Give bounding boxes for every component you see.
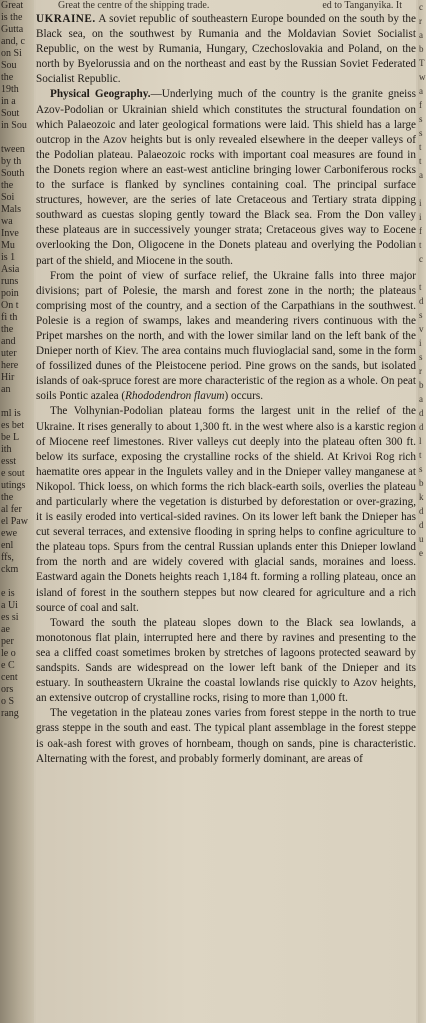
margin-fragment: b: [419, 44, 424, 54]
latin-name: Rhododendron flavum: [125, 390, 225, 403]
margin-fragment: rang: [1, 708, 19, 719]
paragraph-text: The vegetation in the plateau zones varies from forest steppe in the north to true grass steppe in the south and east. The typical plant assemblage in the forest steppe is oak-ash forest with groves of hornbeam, though on sands, pine is characteristic. Alternating with the forest, and probably formerly dominant, are areas of: [36, 707, 416, 765]
paragraph-text: The Volhynian-Podolian plateau forms the largest unit in the relief of the Ukraine. It rises generally to about 1,300 ft. in the west where also is a karstic region of Miocene reef limestones. River valleys cut deeply into the plateau often 300 ft. below its surface, exposing the crystalline rocks of the shield. At Krivoi Rog rich haematite ores appear in the Ingulets valley and in the Dnieper valley manganese at Nikopol. Thick loess, on which forms the rich black-earth soils, overlies the plateau and particularly where the vegetation is disturbed by deforestation or over-grazing, it is easily eroded into vertical-sided ravines. On its lower left bank the Dnieper has cut several terraces, and extensive flooding in spring helps to confine agriculture to the plateau tops. Spurs from the central Russian uplands enter this Dnieper lowland from the north and are widely covered with glacial sands, moraines and loess. Eastward again the Donets heights reach 1,184 ft. forming a rolling plateau, once an island of forest in the southern steppes but now cleared for agriculture and a rich source of coal and salt.: [36, 405, 416, 614]
next-page-margin: [418, 0, 426, 1023]
margin-fragment: is 1: [1, 252, 16, 263]
running-header-right: ed to Tanganyika. It: [322, 0, 402, 11]
margin-fragment: d: [419, 296, 424, 306]
margin-fragment: is the: [1, 12, 23, 23]
margin-fragment: es bet: [1, 420, 25, 431]
margin-fragment: uter: [1, 348, 17, 359]
margin-fragment: Sout: [1, 108, 20, 119]
margin-fragment: s: [419, 464, 423, 474]
margin-fragment: Gutta: [1, 24, 24, 35]
margin-fragment: el Paw: [1, 516, 28, 527]
margin-fragment: T: [419, 58, 425, 68]
margin-fragment: [418, 182, 426, 196]
running-header: [36, 0, 416, 12]
margin-fragment: wa: [1, 216, 13, 227]
margin-fragment: fi th: [1, 312, 18, 323]
margin-fragment: e C: [1, 660, 15, 671]
facing-page-margin: [0, 0, 34, 1023]
margin-fragment: the: [1, 72, 14, 83]
paragraph-physical-geography: [36, 87, 416, 268]
margin-fragment: be L: [1, 432, 20, 443]
margin-fragment: ffs,: [1, 552, 14, 563]
margin-fragment: in Sou: [1, 120, 27, 131]
margin-fragment: w: [419, 72, 426, 82]
margin-fragment: al fer: [1, 504, 22, 515]
margin-fragment: f: [419, 100, 422, 110]
margin-fragment: b: [419, 478, 424, 488]
margin-fragment: ewe: [1, 528, 18, 539]
margin-fragment: Inve: [1, 228, 19, 239]
margin-fragment: [0, 132, 34, 144]
margin-fragment: f: [419, 226, 422, 236]
margin-fragment: ml is: [1, 408, 21, 419]
margin-fragment: s: [419, 310, 423, 320]
article-headword: UKRAINE.: [36, 13, 96, 25]
margin-fragment: [418, 266, 426, 280]
margin-fragment: Great: [1, 0, 24, 11]
margin-fragment: [0, 576, 34, 588]
margin-fragment: the: [1, 324, 14, 335]
margin-fragment: s: [419, 128, 423, 138]
margin-fragment: Soi: [1, 192, 15, 203]
book-page: [36, 0, 416, 1023]
margin-fragment: t: [419, 142, 422, 152]
margin-fragment: on Si: [1, 48, 22, 59]
margin-fragment: ae: [1, 624, 10, 635]
margin-fragment: v: [419, 324, 424, 334]
margin-fragment: r: [419, 366, 422, 376]
margin-fragment: d: [419, 408, 424, 418]
margin-fragment: Asia: [1, 264, 20, 275]
margin-fragment: and: [1, 336, 16, 347]
article-intro-text: A soviet republic of southeastern Europe bounded on the south by the Black sea, on the southwest by Rumania and the Moldavian Soviet Socialist Republic, on the west by Rumania, Hungary, Czechoslovakia and Poland, on the north by Byelorussia and on the northeast and east by the Russian Soviet Federated Socialist Republic.: [36, 13, 416, 86]
margin-fragment: the: [1, 492, 14, 503]
margin-fragment: e is: [1, 588, 15, 599]
margin-fragment: a: [419, 30, 423, 40]
margin-fragment: e sout: [1, 468, 25, 479]
margin-fragment: k: [419, 492, 424, 502]
paragraph-relief: [36, 269, 416, 405]
paragraph-vegetation: [36, 706, 416, 766]
margin-fragment: Sou: [1, 60, 17, 71]
margin-fragment: i: [419, 338, 422, 348]
paragraph-text: Toward the south the plateau slopes down to the Black sea lowlands, a monotonous flat plain, interrupted here and there by ravines and presenting to the sea a cliffed coast sometimes broken by stretches of lagoons protected seaward by sandspits. Sands are widespread on the lower left bank of the Dnieper and its estuary. In southeastern Ukraine the coastal lowlands rise quickly to Azov heights, an extensive outcrop of crystalline rocks, rising to more than 1,000 ft.: [36, 616, 416, 705]
margin-fragment: runs: [1, 276, 19, 287]
margin-fragment: South: [1, 168, 25, 179]
margin-fragment: Hir: [1, 372, 15, 383]
margin-fragment: ckm: [1, 564, 19, 575]
margin-fragment: e: [419, 548, 423, 558]
margin-fragment: tween: [1, 144, 25, 155]
margin-fragment: d: [419, 520, 424, 530]
margin-fragment: [0, 396, 34, 408]
paragraph-text: —Underlying much of the country is the granite gneiss Azov-Podolian or Ukrainian shield which constitutes the structural foundation on which Palaeozoic and later geological formations were laid. This shield has a large outcrop in the Azov heights but is only revealed elsewhere in the deeper valleys of the Podolian plateau. Palaeozoic rocks with important coal measures are found in the Donets region where an east-west anticline bringing lower Carboniferous rocks to the surface is flanked by synclines containing coal. The principal surface structures, however, are the series of late Cretaceous and Tertiary strata dipping southward as cuestas sloping gently toward the Black sea. From the Don valley these plateaus are in successively younger strata; Cretaceous gives way to Eocene overlooking the Don, Oligocene in the Donets plateau and overlying the Podolian part of the shield, and Miocene in the south.: [36, 88, 416, 267]
margin-fragment: enl: [1, 540, 14, 551]
margin-fragment: le o: [1, 648, 16, 659]
paragraph-plateau: [36, 404, 416, 615]
paragraph-text: From the point of view of surface relief, the Ukraine falls into three major divisions; part of Polesie, the marsh and forest zone in the north; the plateaus comprising most of the country, and a section of the Carpathians in the southwest. Polesie is a region of swamps, lakes and meandering rivers continuous with the Pripet marshes on the north, and with the lower similar land on the left bank of the Dnieper north of Kiev. The area contains much fluvioglacial sand, some in the form of fossilized dunes of the Pleistocene period. Pine grows on the sands, but isolated islands of oak-spruce forest are more characteristic of the region as a whole. On peat soils Pontic azalea (: [36, 269, 416, 403]
section-heading: Physical Geography.: [50, 88, 151, 101]
margin-fragment: a: [419, 394, 423, 404]
margin-fragment: a Ui: [1, 600, 18, 611]
paragraph-text-end: ) occurs.: [224, 390, 264, 403]
paragraph-lowlands: [36, 616, 416, 707]
margin-fragment: here: [1, 360, 19, 371]
margin-fragment: in a: [1, 96, 16, 107]
margin-fragment: ors: [1, 684, 14, 695]
margin-fragment: c: [419, 2, 423, 12]
margin-fragment: o S: [1, 696, 15, 707]
margin-fragment: t: [419, 240, 422, 250]
margin-fragment: poin: [1, 288, 19, 299]
margin-fragment: an: [1, 384, 11, 395]
article-intro: [36, 12, 416, 87]
running-header-left: Great the centre of the shipping trade.: [58, 0, 210, 11]
margin-fragment: by th: [1, 156, 22, 167]
margin-fragment: ith: [1, 444, 12, 455]
margin-fragment: 19th: [1, 84, 19, 95]
margin-fragment: On t: [1, 300, 19, 311]
margin-fragment: Mu: [1, 240, 15, 251]
margin-fragment: and, c: [1, 36, 25, 47]
margin-fragment: s: [419, 114, 423, 124]
encyclopedia-article: [36, 12, 416, 767]
margin-fragment: l: [419, 436, 422, 446]
margin-fragment: u: [419, 534, 424, 544]
margin-fragment: esst: [1, 456, 16, 467]
margin-fragment: cent: [1, 672, 18, 683]
margin-fragment: per: [1, 636, 14, 647]
margin-fragment: s: [419, 352, 423, 362]
margin-fragment: b: [419, 380, 424, 390]
margin-fragment: t: [419, 282, 422, 292]
margin-fragment: d: [419, 422, 424, 432]
margin-fragment: Mals: [1, 204, 21, 215]
margin-fragment: d: [419, 506, 424, 516]
margin-fragment: r: [419, 16, 422, 26]
margin-fragment: utings: [1, 480, 26, 491]
margin-fragment: i: [419, 212, 422, 222]
margin-fragment: t: [419, 156, 422, 166]
margin-fragment: a: [419, 86, 423, 96]
margin-fragment: c: [419, 254, 423, 264]
margin-fragment: a: [419, 170, 423, 180]
margin-fragment: t: [419, 450, 422, 460]
margin-fragment: the: [1, 180, 14, 191]
margin-fragment: es si: [1, 612, 19, 623]
margin-fragment: i: [419, 198, 422, 208]
